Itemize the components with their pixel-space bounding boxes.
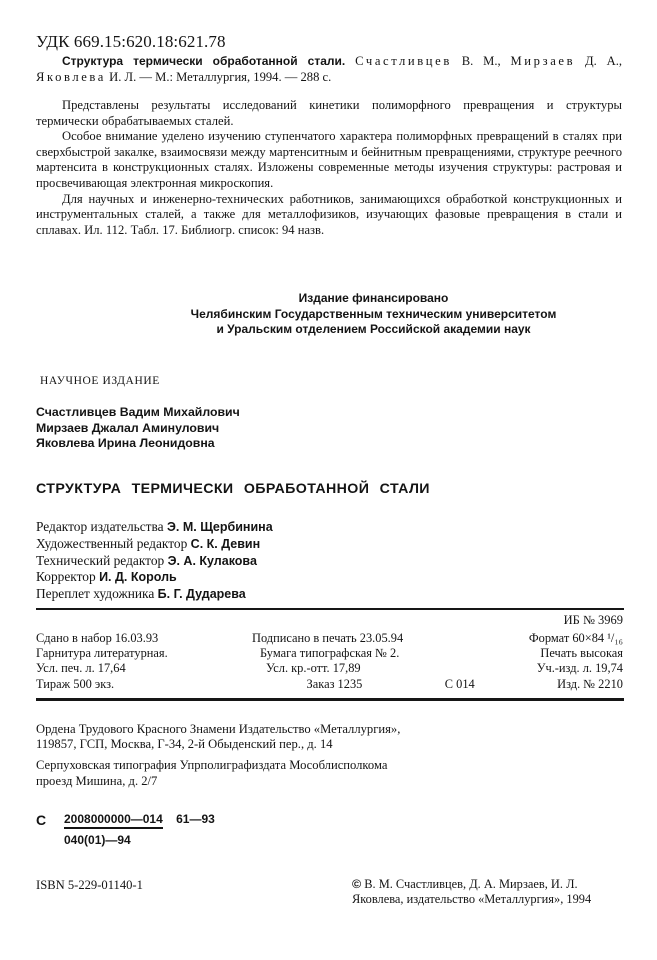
divider-top	[36, 608, 624, 610]
editor-role: Редактор издательства	[36, 519, 164, 534]
editor-name: Э. М. Щербинина	[167, 520, 273, 534]
publisher-info	[36, 722, 400, 752]
publisher-line: Ордена Трудового Красного Знамени Издательство «Металлургия»,	[36, 722, 401, 736]
editor-role: Технический редактор	[36, 552, 165, 568]
printer-info	[36, 758, 400, 788]
publisher-block	[36, 722, 400, 795]
spec-line: Усл. печ. л. 17,64	[36, 661, 126, 676]
abstract	[36, 98, 622, 238]
code-denominator: 040(01)—94	[64, 833, 131, 847]
funding-line: и Уральским отделением Российской академии наук	[216, 322, 531, 336]
publisher-number: Изд. № 2210	[557, 677, 623, 691]
editor-line	[36, 553, 273, 570]
udk-code: УДК 669.15:620.18:621.78	[36, 32, 226, 51]
editor-role: Переплет художника	[36, 586, 155, 602]
copyright-symbol: ©	[352, 877, 362, 891]
code-numerator	[64, 812, 215, 829]
abstract-paragraph: Представлены результаты исследований кинетики полиморфного превращения и структуры термически обрабатываемых сталей.	[36, 98, 622, 128]
edition-type: НАУЧНОЕ ИЗДАНИЕ	[40, 375, 160, 387]
authors-list	[36, 405, 240, 452]
author-surname: Яковлева	[36, 69, 106, 84]
code-numerator-value: 2008000000—014	[64, 812, 163, 829]
code-middle-value: 61—93	[176, 812, 215, 826]
abstract-paragraph: Для научных и инженерно-технических работников, занимающихся обработкой конструкционных и инструментальных сталей, а также для металлофизиков, изучающих фазовые превращения в стали и сплавах. Ил. 112. Табл. 17. Библиогр. список: 94 назв.	[36, 191, 622, 237]
author-initials: Д. А.,	[585, 54, 623, 68]
copyright-text: В. М. Счастливцев, Д. А. Мирзаев, И. Л. Яковлева, издательство «Металлургия», 1994	[352, 877, 592, 906]
editor-name: И. Д. Король	[99, 570, 177, 585]
funding-notice	[0, 291, 657, 338]
ib-number: ИБ № 3969	[563, 613, 623, 627]
editor-name: Б. Г. Дударева	[157, 587, 246, 602]
editor-line	[36, 586, 273, 603]
print-run-row	[36, 677, 623, 692]
editor-line	[36, 569, 273, 586]
author-surname: Мирзаев	[510, 54, 576, 68]
editor-name: Э. А. Кулакова	[167, 553, 257, 568]
spec-line: Подписано в печать 23.05.94	[252, 631, 404, 645]
book-title-bold: Структура термически обработанной стали.	[62, 54, 346, 68]
abstract-paragraph: Особое внимание уделено изучению ступенчатого характера полиморфных превращений в сталях при сверхбыстрой закалке, взаимосвязи между мартенситным и бейнитным превращениями, структуре реечного мартенсита в конструкционных сталях. Изложены современные методы изучения структуры: растровая и просвечивающая электронная микроскопия.	[36, 129, 622, 190]
spec-line: Гарнитура литературная.	[36, 646, 168, 661]
printer-line: Серпуховская типография Упрполиграфиздата Мособлисполкома	[36, 758, 388, 773]
print-specs-col1	[36, 631, 168, 677]
editor-role: Корректор	[36, 569, 96, 585]
spec-line: Формат 60×84 ¹/₁₆	[528, 631, 623, 645]
spec-line: Уч.-изд. л. 19,74	[536, 661, 623, 676]
book-title: СТРУКТУРА ТЕРМИЧЕСКИ ОБРАБОТАННОЙ СТАЛИ	[36, 481, 430, 497]
copyright-notice	[352, 877, 627, 907]
code-c: С 014	[444, 677, 475, 691]
editor-line	[36, 519, 273, 536]
funding-line: Издание финансировано	[298, 291, 449, 305]
author-name: Яковлева Ирина Леонидовна	[36, 436, 215, 450]
author-initials: И. Л.	[109, 69, 137, 84]
editor-name: С. К. Девин	[190, 536, 261, 551]
spec-line: Усл. кр.-отт. 17,89	[266, 661, 361, 676]
author-name: Мирзаев Джалал Аминулович	[36, 420, 220, 435]
editor-line	[36, 536, 273, 553]
author-name: Счастливцев Вадим Михайлович	[36, 405, 240, 419]
editor-role: Художественный редактор	[36, 535, 188, 551]
editors-list	[36, 519, 273, 603]
spec-line: Сдано в набор 16.03.93	[36, 631, 159, 645]
bibliographic-entry	[36, 54, 622, 85]
publisher-line: 119857, ГСП, Москва, Г-34, 2-й Обыденский пер., д. 14	[36, 737, 333, 752]
print-specs-col3	[529, 631, 623, 677]
imprint: — М.: Металлургия, 1994. — 288 с.	[136, 69, 332, 84]
author-surname: Счастливцев	[355, 54, 452, 68]
print-specs-col2	[252, 631, 403, 677]
code-letter: С	[36, 812, 47, 828]
spec-line: Бумага типографская № 2.	[260, 646, 400, 661]
printer-line: проезд Мишина, д. 2/7	[36, 773, 158, 788]
spec-line: Печать высокая	[540, 646, 623, 661]
author-initials: В. М.,	[461, 54, 511, 68]
funding-line: Челябинским Государственным техническим университетом	[190, 306, 557, 321]
divider-bottom	[36, 698, 624, 701]
print-run: Тираж 500 экз.	[36, 677, 115, 691]
order-number: Заказ 1235	[306, 677, 363, 691]
isbn: ISBN 5-229-01140-1	[36, 878, 143, 892]
